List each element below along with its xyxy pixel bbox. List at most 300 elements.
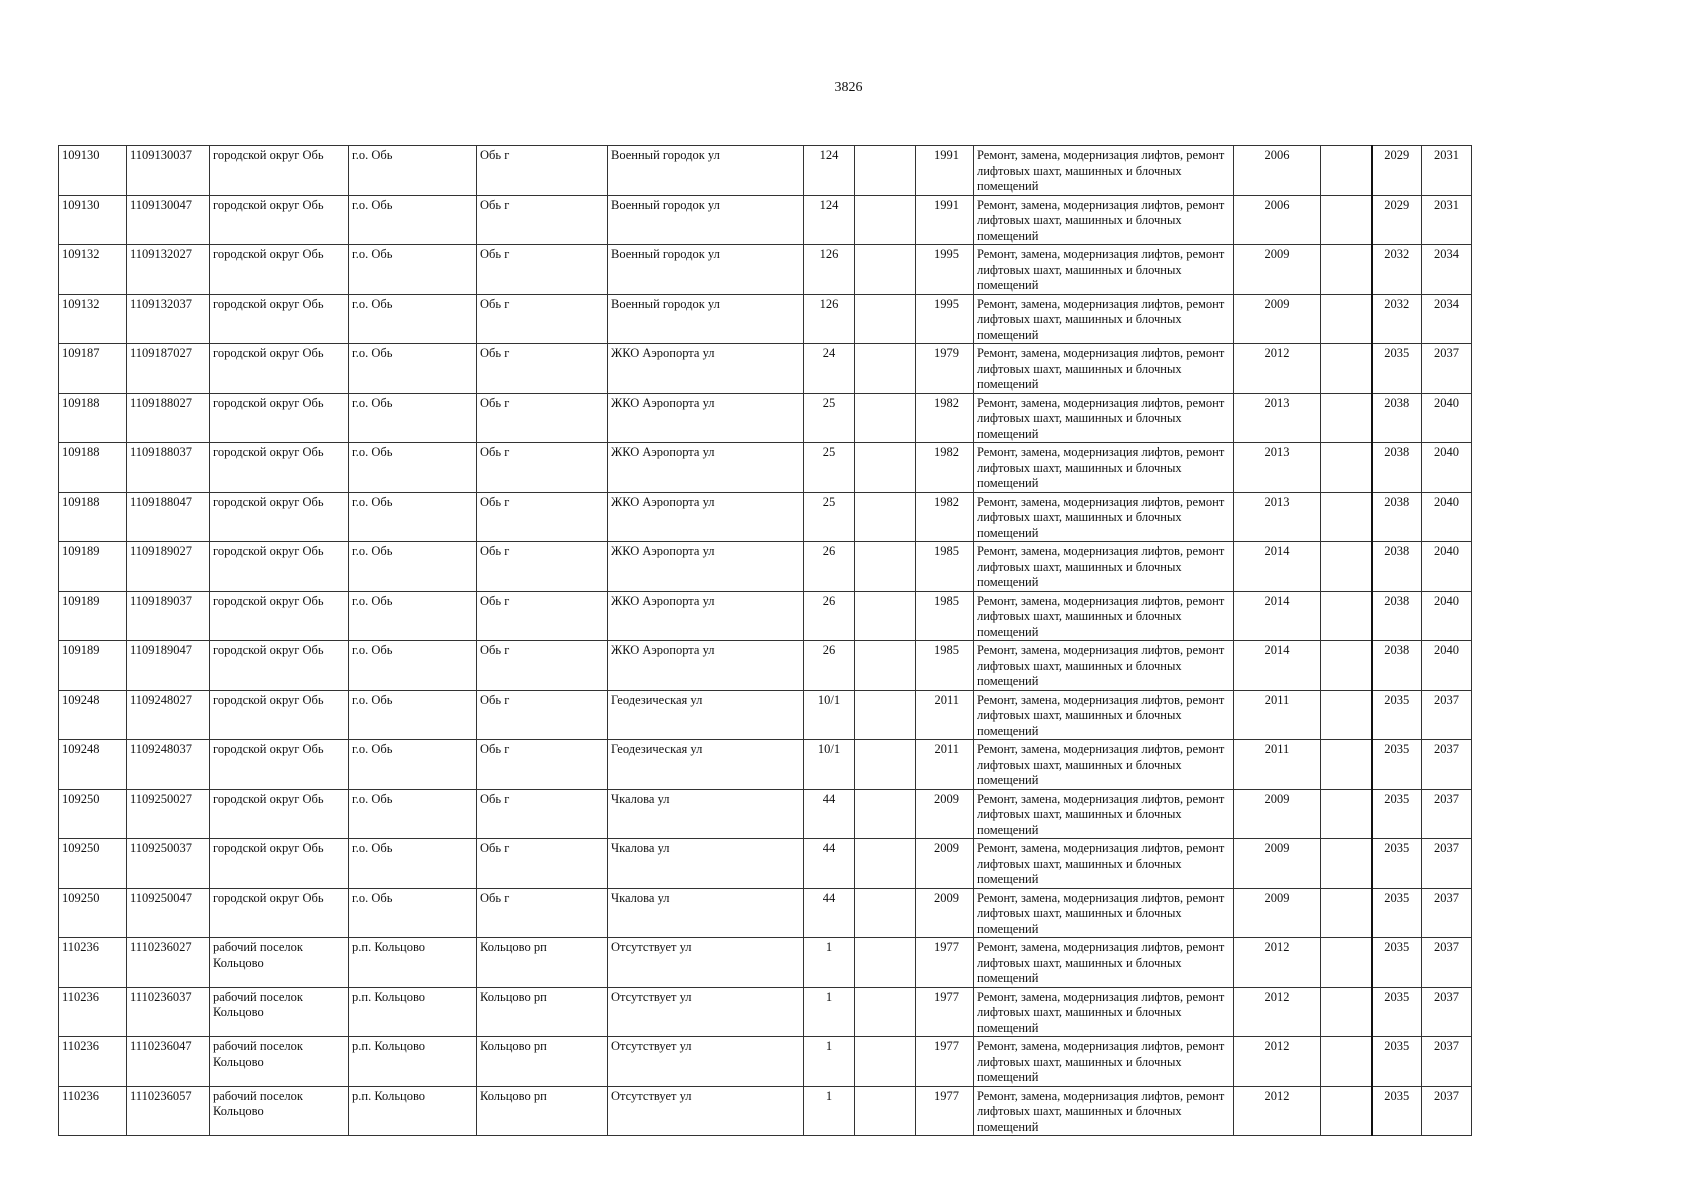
plan-end-year-cell: 2037	[1422, 1086, 1472, 1136]
element-id-cell: 1110236027	[127, 938, 210, 988]
work-type-cell: Ремонт, замена, модернизация лифтов, ремонт лифтовых шахт, машинных и блочных помещений	[974, 146, 1234, 196]
municipality-cell: городской округ Обь	[210, 591, 349, 641]
house-number-cell: 126	[804, 245, 855, 295]
empty-cell	[1321, 344, 1372, 394]
element-id-cell: 1109130037	[127, 146, 210, 196]
house-id-cell: 109248	[59, 740, 127, 790]
street-cell: ЖКО Аэропорта ул	[608, 641, 804, 691]
house-number-cell: 10/1	[804, 740, 855, 790]
locality-cell: Обь г	[477, 740, 608, 790]
plan-end-year-cell: 2037	[1422, 1037, 1472, 1087]
plan-start-year-cell: 2038	[1372, 393, 1422, 443]
street-cell: ЖКО Аэропорта ул	[608, 542, 804, 592]
building-cell	[855, 591, 916, 641]
street-cell: ЖКО Аэропорта ул	[608, 591, 804, 641]
build-year-cell: 1985	[916, 591, 974, 641]
plan-start-year-cell: 2032	[1372, 245, 1422, 295]
last-repair-year-cell: 2013	[1234, 492, 1321, 542]
street-cell: Геодезическая ул	[608, 690, 804, 740]
municipality-cell: рабочий поселок Кольцово	[210, 1037, 349, 1087]
municipality-cell: городской округ Обь	[210, 146, 349, 196]
last-repair-year-cell: 2009	[1234, 888, 1321, 938]
house-id-cell: 109188	[59, 393, 127, 443]
table-row	[59, 1086, 1472, 1136]
element-id-cell: 1109189037	[127, 591, 210, 641]
table-row	[59, 294, 1472, 344]
street-cell: Военный городок ул	[608, 245, 804, 295]
last-repair-year-cell: 2011	[1234, 740, 1321, 790]
house-number-cell: 1	[804, 1086, 855, 1136]
plan-start-year-cell: 2035	[1372, 839, 1422, 889]
municipality-short-cell: г.о. Обь	[349, 393, 477, 443]
last-repair-year-cell: 2012	[1234, 987, 1321, 1037]
house-id-cell: 109188	[59, 492, 127, 542]
building-cell	[855, 938, 916, 988]
element-id-cell: 1109130047	[127, 195, 210, 245]
municipality-short-cell: г.о. Обь	[349, 245, 477, 295]
table-row	[59, 740, 1472, 790]
locality-cell: Обь г	[477, 344, 608, 394]
municipality-short-cell: р.п. Кольцово	[349, 1037, 477, 1087]
plan-start-year-cell: 2038	[1372, 542, 1422, 592]
house-number-cell: 26	[804, 641, 855, 691]
work-type-cell: Ремонт, замена, модернизация лифтов, ремонт лифтовых шахт, машинных и блочных помещений	[974, 938, 1234, 988]
locality-cell: Обь г	[477, 839, 608, 889]
municipality-short-cell: г.о. Обь	[349, 690, 477, 740]
last-repair-year-cell: 2013	[1234, 393, 1321, 443]
last-repair-year-cell: 2011	[1234, 690, 1321, 740]
locality-cell: Обь г	[477, 542, 608, 592]
locality-cell: Кольцово рп	[477, 938, 608, 988]
work-type-cell: Ремонт, замена, модернизация лифтов, ремонт лифтовых шахт, машинных и блочных помещений	[974, 195, 1234, 245]
house-number-cell: 1	[804, 938, 855, 988]
plan-start-year-cell: 2035	[1372, 789, 1422, 839]
empty-cell	[1321, 690, 1372, 740]
locality-cell: Обь г	[477, 443, 608, 493]
empty-cell	[1321, 740, 1372, 790]
empty-cell	[1321, 146, 1372, 196]
work-type-cell: Ремонт, замена, модернизация лифтов, ремонт лифтовых шахт, машинных и блочных помещений	[974, 591, 1234, 641]
work-type-cell: Ремонт, замена, модернизация лифтов, ремонт лифтовых шахт, машинных и блочных помещений	[974, 492, 1234, 542]
work-type-cell: Ремонт, замена, модернизация лифтов, ремонт лифтовых шахт, машинных и блочных помещений	[974, 789, 1234, 839]
municipality-short-cell: г.о. Обь	[349, 195, 477, 245]
plan-start-year-cell: 2035	[1372, 740, 1422, 790]
building-cell	[855, 195, 916, 245]
table-row	[59, 641, 1472, 691]
house-number-cell: 44	[804, 789, 855, 839]
plan-start-year-cell: 2035	[1372, 344, 1422, 394]
building-cell	[855, 740, 916, 790]
empty-cell	[1321, 443, 1372, 493]
table-row	[59, 987, 1472, 1037]
street-cell: Военный городок ул	[608, 146, 804, 196]
locality-cell: Кольцово рп	[477, 987, 608, 1037]
house-id-cell: 109189	[59, 591, 127, 641]
element-id-cell: 1109248027	[127, 690, 210, 740]
plan-end-year-cell: 2034	[1422, 294, 1472, 344]
house-number-cell: 26	[804, 542, 855, 592]
work-type-cell: Ремонт, замена, модернизация лифтов, ремонт лифтовых шахт, машинных и блочных помещений	[974, 542, 1234, 592]
element-id-cell: 1109248037	[127, 740, 210, 790]
plan-end-year-cell: 2040	[1422, 641, 1472, 691]
municipality-cell: городской округ Обь	[210, 542, 349, 592]
empty-cell	[1321, 938, 1372, 988]
locality-cell: Обь г	[477, 888, 608, 938]
build-year-cell: 1985	[916, 641, 974, 691]
build-year-cell: 2011	[916, 690, 974, 740]
empty-cell	[1321, 393, 1372, 443]
house-number-cell: 26	[804, 591, 855, 641]
build-year-cell: 1991	[916, 146, 974, 196]
street-cell: Отсутствует ул	[608, 987, 804, 1037]
table-row	[59, 938, 1472, 988]
table-row	[59, 443, 1472, 493]
plan-start-year-cell: 2035	[1372, 987, 1422, 1037]
municipality-short-cell: г.о. Обь	[349, 492, 477, 542]
build-year-cell: 1977	[916, 987, 974, 1037]
municipality-cell: городской округ Обь	[210, 740, 349, 790]
element-id-cell: 1109189027	[127, 542, 210, 592]
street-cell: Чкалова ул	[608, 839, 804, 889]
plan-end-year-cell: 2040	[1422, 542, 1472, 592]
work-type-cell: Ремонт, замена, модернизация лифтов, ремонт лифтовых шахт, машинных и блочных помещений	[974, 740, 1234, 790]
house-number-cell: 25	[804, 492, 855, 542]
plan-start-year-cell: 2038	[1372, 641, 1422, 691]
municipality-cell: рабочий поселок Кольцово	[210, 1086, 349, 1136]
build-year-cell: 2011	[916, 740, 974, 790]
plan-start-year-cell: 2035	[1372, 1086, 1422, 1136]
element-id-cell: 1109188037	[127, 443, 210, 493]
empty-cell	[1321, 492, 1372, 542]
build-year-cell: 1979	[916, 344, 974, 394]
plan-end-year-cell: 2031	[1422, 195, 1472, 245]
build-year-cell: 1985	[916, 542, 974, 592]
table-row	[59, 393, 1472, 443]
house-id-cell: 109130	[59, 146, 127, 196]
last-repair-year-cell: 2012	[1234, 1037, 1321, 1087]
table-row	[59, 492, 1472, 542]
municipality-short-cell: г.о. Обь	[349, 294, 477, 344]
municipality-cell: городской округ Обь	[210, 839, 349, 889]
house-id-cell: 110236	[59, 938, 127, 988]
house-number-cell: 124	[804, 146, 855, 196]
plan-end-year-cell: 2040	[1422, 591, 1472, 641]
work-type-cell: Ремонт, замена, модернизация лифтов, ремонт лифтовых шахт, машинных и блочных помещений	[974, 987, 1234, 1037]
locality-cell: Обь г	[477, 641, 608, 691]
last-repair-year-cell: 2012	[1234, 938, 1321, 988]
work-type-cell: Ремонт, замена, модернизация лифтов, ремонт лифтовых шахт, машинных и блочных помещений	[974, 393, 1234, 443]
last-repair-year-cell: 2012	[1234, 1086, 1321, 1136]
element-id-cell: 1109189047	[127, 641, 210, 691]
plan-end-year-cell: 2037	[1422, 839, 1472, 889]
house-number-cell: 124	[804, 195, 855, 245]
municipality-short-cell: г.о. Обь	[349, 146, 477, 196]
table-row	[59, 245, 1472, 295]
street-cell: ЖКО Аэропорта ул	[608, 393, 804, 443]
municipality-cell: городской округ Обь	[210, 294, 349, 344]
plan-end-year-cell: 2037	[1422, 789, 1472, 839]
municipality-short-cell: г.о. Обь	[349, 443, 477, 493]
house-id-cell: 109132	[59, 294, 127, 344]
last-repair-year-cell: 2009	[1234, 294, 1321, 344]
work-type-cell: Ремонт, замена, модернизация лифтов, ремонт лифтовых шахт, машинных и блочных помещений	[974, 1037, 1234, 1087]
municipality-short-cell: г.о. Обь	[349, 344, 477, 394]
empty-cell	[1321, 839, 1372, 889]
street-cell: Отсутствует ул	[608, 1037, 804, 1087]
plan-end-year-cell: 2037	[1422, 740, 1472, 790]
street-cell: Чкалова ул	[608, 888, 804, 938]
municipality-cell: городской округ Обь	[210, 789, 349, 839]
build-year-cell: 1982	[916, 492, 974, 542]
municipality-cell: городской округ Обь	[210, 492, 349, 542]
building-cell	[855, 542, 916, 592]
plan-end-year-cell: 2037	[1422, 888, 1472, 938]
table-row	[59, 195, 1472, 245]
work-type-cell: Ремонт, замена, модернизация лифтов, ремонт лифтовых шахт, машинных и блочных помещений	[974, 839, 1234, 889]
plan-start-year-cell: 2035	[1372, 690, 1422, 740]
plan-start-year-cell: 2029	[1372, 146, 1422, 196]
last-repair-year-cell: 2012	[1234, 344, 1321, 394]
last-repair-year-cell: 2009	[1234, 839, 1321, 889]
municipality-short-cell: г.о. Обь	[349, 789, 477, 839]
work-type-cell: Ремонт, замена, модернизация лифтов, ремонт лифтовых шахт, машинных и блочных помещений	[974, 690, 1234, 740]
house-id-cell: 109250	[59, 789, 127, 839]
element-id-cell: 1109250027	[127, 789, 210, 839]
building-cell	[855, 888, 916, 938]
plan-start-year-cell: 2029	[1372, 195, 1422, 245]
house-id-cell: 109188	[59, 443, 127, 493]
empty-cell	[1321, 1086, 1372, 1136]
house-id-cell: 109189	[59, 542, 127, 592]
empty-cell	[1321, 888, 1372, 938]
plan-start-year-cell: 2038	[1372, 591, 1422, 641]
work-type-cell: Ремонт, замена, модернизация лифтов, ремонт лифтовых шахт, машинных и блочных помещений	[974, 245, 1234, 295]
municipality-cell: городской округ Обь	[210, 344, 349, 394]
building-cell	[855, 641, 916, 691]
plan-start-year-cell: 2035	[1372, 1037, 1422, 1087]
last-repair-year-cell: 2013	[1234, 443, 1321, 493]
locality-cell: Обь г	[477, 294, 608, 344]
empty-cell	[1321, 641, 1372, 691]
locality-cell: Обь г	[477, 789, 608, 839]
house-id-cell: 109189	[59, 641, 127, 691]
building-cell	[855, 839, 916, 889]
building-cell	[855, 1086, 916, 1136]
element-id-cell: 1109188027	[127, 393, 210, 443]
empty-cell	[1321, 542, 1372, 592]
empty-cell	[1321, 195, 1372, 245]
empty-cell	[1321, 591, 1372, 641]
plan-start-year-cell: 2038	[1372, 492, 1422, 542]
street-cell: Чкалова ул	[608, 789, 804, 839]
table-row	[59, 839, 1472, 889]
table-row	[59, 1037, 1472, 1087]
building-cell	[855, 146, 916, 196]
building-cell	[855, 393, 916, 443]
build-year-cell: 2009	[916, 789, 974, 839]
work-type-cell: Ремонт, замена, модернизация лифтов, ремонт лифтовых шахт, машинных и блочных помещений	[974, 294, 1234, 344]
municipality-cell: рабочий поселок Кольцово	[210, 987, 349, 1037]
plan-end-year-cell: 2040	[1422, 393, 1472, 443]
last-repair-year-cell: 2014	[1234, 591, 1321, 641]
plan-end-year-cell: 2040	[1422, 492, 1472, 542]
element-id-cell: 1110236047	[127, 1037, 210, 1087]
last-repair-year-cell: 2009	[1234, 245, 1321, 295]
table-row	[59, 146, 1472, 196]
municipality-short-cell: г.о. Обь	[349, 591, 477, 641]
house-number-cell: 1	[804, 987, 855, 1037]
build-year-cell: 1982	[916, 393, 974, 443]
table-row	[59, 542, 1472, 592]
plan-start-year-cell: 2035	[1372, 888, 1422, 938]
element-id-cell: 1110236037	[127, 987, 210, 1037]
building-cell	[855, 492, 916, 542]
house-number-cell: 44	[804, 888, 855, 938]
locality-cell: Обь г	[477, 690, 608, 740]
page-number: 3826	[834, 80, 863, 95]
municipality-cell: городской округ Обь	[210, 690, 349, 740]
street-cell: Военный городок ул	[608, 294, 804, 344]
house-id-cell: 110236	[59, 1086, 127, 1136]
work-type-cell: Ремонт, замена, модернизация лифтов, ремонт лифтовых шахт, машинных и блочных помещений	[974, 888, 1234, 938]
plan-end-year-cell: 2037	[1422, 344, 1472, 394]
house-number-cell: 1	[804, 1037, 855, 1087]
municipality-cell: городской округ Обь	[210, 195, 349, 245]
municipality-short-cell: р.п. Кольцово	[349, 938, 477, 988]
element-id-cell: 1109188047	[127, 492, 210, 542]
locality-cell: Кольцово рп	[477, 1037, 608, 1087]
plan-start-year-cell: 2035	[1372, 938, 1422, 988]
house-id-cell: 109250	[59, 839, 127, 889]
house-id-cell: 110236	[59, 1037, 127, 1087]
street-cell: ЖКО Аэропорта ул	[608, 492, 804, 542]
house-id-cell: 109248	[59, 690, 127, 740]
house-id-cell: 110236	[59, 987, 127, 1037]
plan-end-year-cell: 2031	[1422, 146, 1472, 196]
municipality-short-cell: г.о. Обь	[349, 888, 477, 938]
last-repair-year-cell: 2006	[1234, 195, 1321, 245]
table-row	[59, 888, 1472, 938]
building-cell	[855, 987, 916, 1037]
plan-end-year-cell: 2040	[1422, 443, 1472, 493]
table-row	[59, 344, 1472, 394]
building-cell	[855, 294, 916, 344]
municipality-cell: городской округ Обь	[210, 393, 349, 443]
locality-cell: Обь г	[477, 195, 608, 245]
building-cell	[855, 789, 916, 839]
last-repair-year-cell: 2014	[1234, 542, 1321, 592]
building-cell	[855, 690, 916, 740]
plan-end-year-cell: 2037	[1422, 987, 1472, 1037]
element-id-cell: 1110236057	[127, 1086, 210, 1136]
house-id-cell: 109250	[59, 888, 127, 938]
locality-cell: Кольцово рп	[477, 1086, 608, 1136]
empty-cell	[1321, 1037, 1372, 1087]
build-year-cell: 1977	[916, 1086, 974, 1136]
house-number-cell: 126	[804, 294, 855, 344]
element-id-cell: 1109250047	[127, 888, 210, 938]
table-row	[59, 690, 1472, 740]
street-cell: Отсутствует ул	[608, 1086, 804, 1136]
locality-cell: Обь г	[477, 245, 608, 295]
municipality-cell: городской округ Обь	[210, 443, 349, 493]
municipality-short-cell: г.о. Обь	[349, 740, 477, 790]
house-number-cell: 25	[804, 443, 855, 493]
locality-cell: Обь г	[477, 492, 608, 542]
work-type-cell: Ремонт, замена, модернизация лифтов, ремонт лифтовых шахт, машинных и блочных помещений	[974, 443, 1234, 493]
municipality-cell: городской округ Обь	[210, 888, 349, 938]
municipality-short-cell: р.п. Кольцово	[349, 1086, 477, 1136]
house-id-cell: 109130	[59, 195, 127, 245]
build-year-cell: 2009	[916, 888, 974, 938]
build-year-cell: 1977	[916, 938, 974, 988]
element-id-cell: 1109250037	[127, 839, 210, 889]
element-id-cell: 1109187027	[127, 344, 210, 394]
building-cell	[855, 443, 916, 493]
build-year-cell: 2009	[916, 839, 974, 889]
house-number-cell: 10/1	[804, 690, 855, 740]
house-number-cell: 25	[804, 393, 855, 443]
empty-cell	[1321, 245, 1372, 295]
locality-cell: Обь г	[477, 591, 608, 641]
house-number-cell: 24	[804, 344, 855, 394]
element-id-cell: 1109132037	[127, 294, 210, 344]
municipality-short-cell: р.п. Кольцово	[349, 987, 477, 1037]
register-table	[58, 145, 1472, 1136]
house-id-cell: 109187	[59, 344, 127, 394]
building-cell	[855, 1037, 916, 1087]
build-year-cell: 1995	[916, 245, 974, 295]
element-id-cell: 1109132027	[127, 245, 210, 295]
build-year-cell: 1991	[916, 195, 974, 245]
last-repair-year-cell: 2009	[1234, 789, 1321, 839]
work-type-cell: Ремонт, замена, модернизация лифтов, ремонт лифтовых шахт, машинных и блочных помещений	[974, 344, 1234, 394]
building-cell	[855, 344, 916, 394]
build-year-cell: 1977	[916, 1037, 974, 1087]
work-type-cell: Ремонт, замена, модернизация лифтов, ремонт лифтовых шахт, машинных и блочных помещений	[974, 1086, 1234, 1136]
house-number-cell: 44	[804, 839, 855, 889]
municipality-cell: рабочий поселок Кольцово	[210, 938, 349, 988]
house-id-cell: 109132	[59, 245, 127, 295]
build-year-cell: 1982	[916, 443, 974, 493]
municipality-short-cell: г.о. Обь	[349, 542, 477, 592]
street-cell: Отсутствует ул	[608, 938, 804, 988]
work-type-cell: Ремонт, замена, модернизация лифтов, ремонт лифтовых шахт, машинных и блочных помещений	[974, 641, 1234, 691]
locality-cell: Обь г	[477, 146, 608, 196]
municipality-short-cell: г.о. Обь	[349, 641, 477, 691]
municipality-cell: городской округ Обь	[210, 641, 349, 691]
empty-cell	[1321, 789, 1372, 839]
municipality-short-cell: г.о. Обь	[349, 839, 477, 889]
last-repair-year-cell: 2006	[1234, 146, 1321, 196]
street-cell: Геодезическая ул	[608, 740, 804, 790]
last-repair-year-cell: 2014	[1234, 641, 1321, 691]
empty-cell	[1321, 987, 1372, 1037]
register-table-body	[59, 146, 1472, 1136]
plan-end-year-cell: 2037	[1422, 938, 1472, 988]
municipality-cell: городской округ Обь	[210, 245, 349, 295]
street-cell: ЖКО Аэропорта ул	[608, 344, 804, 394]
plan-start-year-cell: 2038	[1372, 443, 1422, 493]
table-row	[59, 789, 1472, 839]
street-cell: Военный городок ул	[608, 195, 804, 245]
build-year-cell: 1995	[916, 294, 974, 344]
building-cell	[855, 245, 916, 295]
plan-start-year-cell: 2032	[1372, 294, 1422, 344]
locality-cell: Обь г	[477, 393, 608, 443]
street-cell: ЖКО Аэропорта ул	[608, 443, 804, 493]
empty-cell	[1321, 294, 1372, 344]
